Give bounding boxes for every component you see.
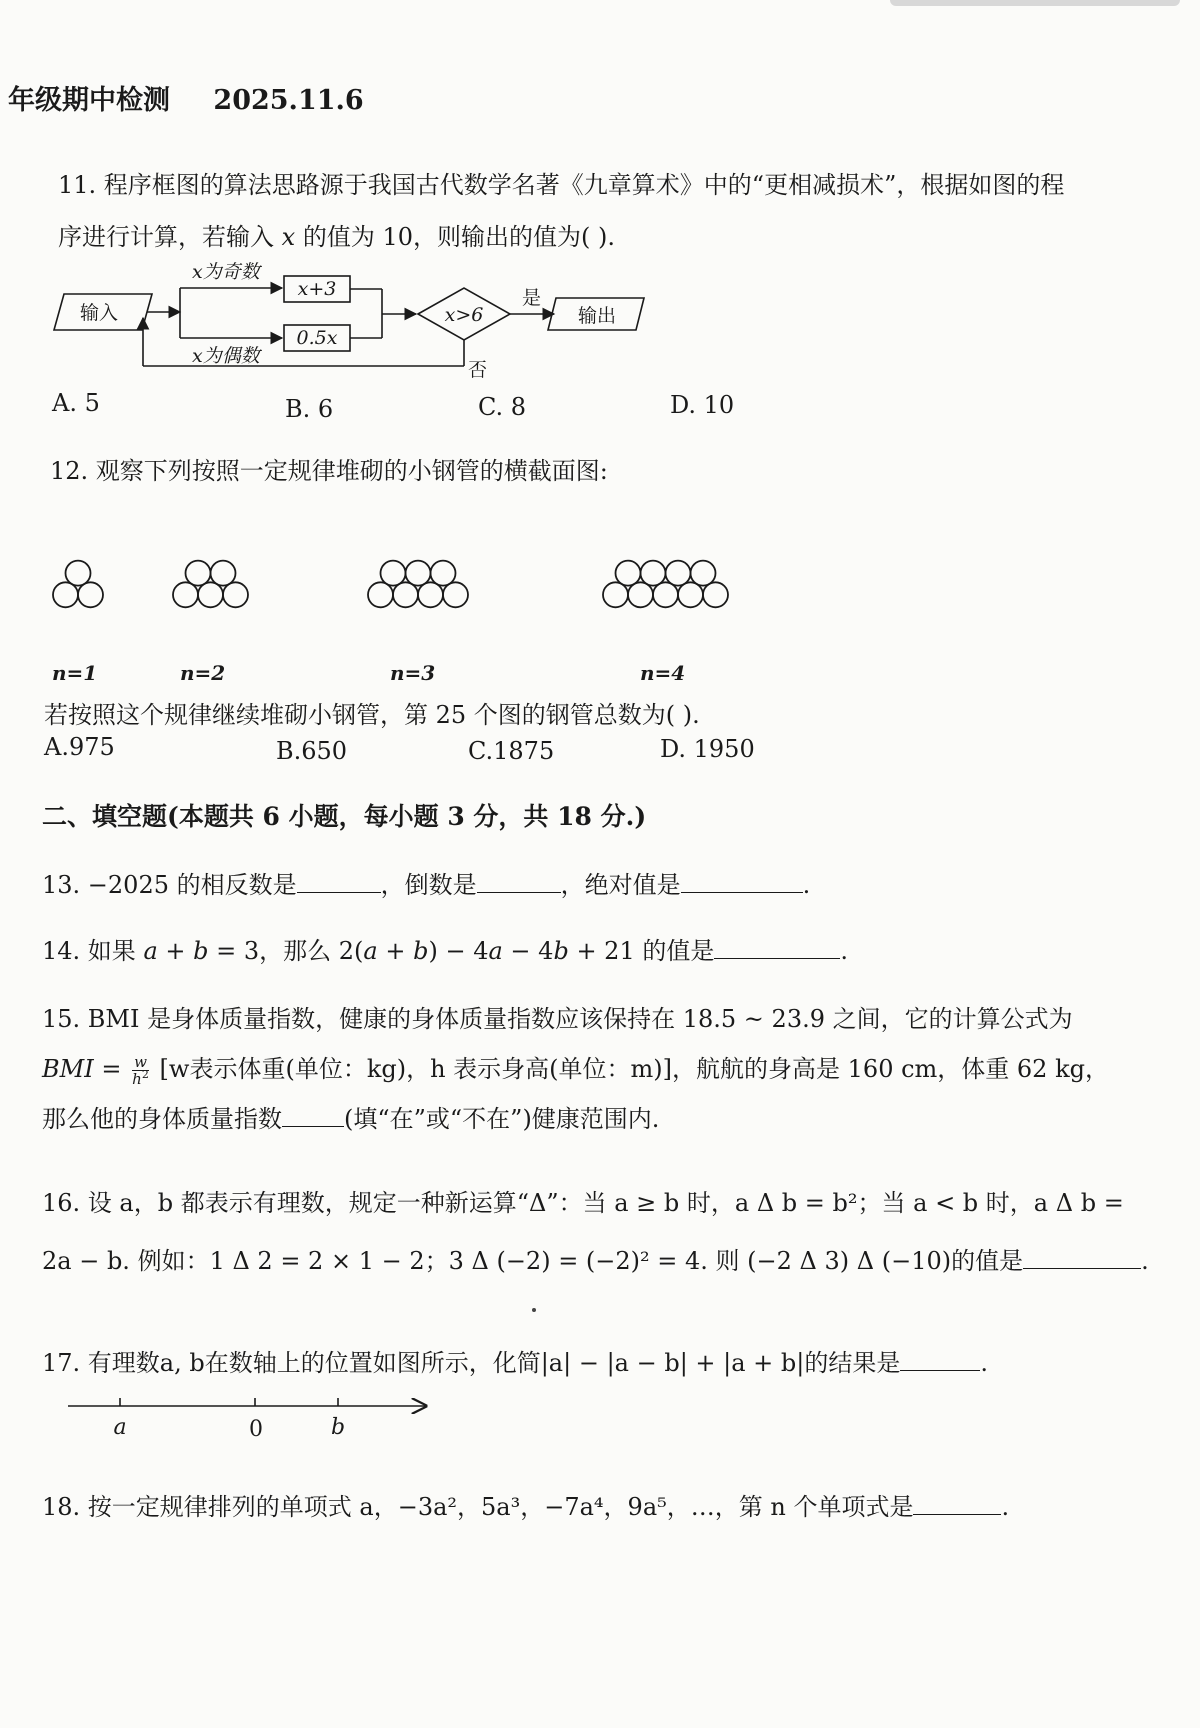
pipe-circle: [628, 582, 653, 607]
q12-label-n1: n=1: [52, 661, 98, 685]
q12-option-b: B.650: [276, 737, 348, 765]
axis-label-a: a: [113, 1415, 127, 1440]
q13-blank-2: [477, 870, 561, 893]
pipe-stack-n1: [48, 542, 108, 610]
q11-line2: 序进行计算，若输入 x 的值为 10，则输出的值为( ).: [58, 223, 615, 251]
pipe-circle: [173, 582, 198, 607]
axis-label-b: b: [330, 1415, 346, 1440]
q12-label-n4: n=4: [640, 661, 686, 685]
pipe-stack-n4: [598, 542, 733, 610]
q18-blank: [913, 1492, 1001, 1515]
q18-line: 18. 按一定规律排列的单项式 a，−3a²，5a³，−7a⁴，9a⁵，…，第 n 个单项式是 .: [42, 1493, 1010, 1521]
pipe-circle: [443, 582, 468, 607]
section-2-heading: 二、填空题(本题共 6 小题，每小题 3 分，共 18 分.): [42, 802, 647, 831]
flow-op-odd-label: x+3: [297, 278, 337, 300]
pipe-circle: [198, 582, 223, 607]
q15-line2: BMI = $\frac{w}{h^2}$ [w表示体重(单位：kg)，h 表示身高(单位：m)]，航航的身高是 160 cm，体重 62 kg，: [42, 1053, 1109, 1088]
q11-line1: 11. 程序框图的算法思路源于我国古代数学名著《九章算术》中的“更相减损术”，根据如图的程: [58, 171, 1065, 199]
q16-line2: 2a − b. 例如：1 Δ 2 = 2 × 1 − 2；3 Δ (−2) = (−2)² = 4. 则 (−2 Δ 3) Δ (−10)的值是 .: [42, 1247, 1149, 1275]
q11-option-a: A. 5: [52, 389, 100, 417]
flow-yes-label: 是: [522, 287, 542, 309]
flow-no-label: 否: [468, 359, 488, 378]
pipe-circle: [406, 560, 431, 585]
q12-label-n2: n=2: [180, 661, 226, 685]
pipe-circle: [665, 560, 690, 585]
q17-blank: [900, 1348, 980, 1371]
pipe-circle: [678, 582, 703, 607]
pipe-circle: [368, 582, 393, 607]
q15-blank: [282, 1104, 344, 1127]
q15-line3: 那么他的身体质量指数 (填“在”或“不在”)健康范围内.: [42, 1105, 660, 1133]
flow-op-even-label: 0.5x: [296, 327, 338, 349]
flow-input-label: 输入: [80, 302, 119, 324]
pipe-circle: [53, 582, 78, 607]
q13-blank-1: [297, 870, 381, 893]
pipe-circle: [690, 560, 715, 585]
q12-option-a: A.975: [44, 733, 115, 761]
q11-option-d: D. 10: [670, 391, 735, 419]
q11-option-b: B. 6: [285, 395, 334, 423]
flow-odd-label: x为奇数: [192, 261, 260, 283]
flow-even-label: x为偶数: [192, 345, 260, 367]
q17-number-line: [60, 1390, 440, 1450]
q12-line1: 12. 观察下列按照一定规律堆砌的小钢管的横截面图:: [50, 457, 608, 485]
pipe-circle: [603, 582, 628, 607]
q13-blank-3: [681, 870, 803, 893]
q14-line: 14. 如果 a + b = 3，那么 2(a + b) − 4a − 4b + 21 的值是 .: [42, 937, 848, 965]
pipe-circle: [66, 560, 91, 585]
pipe-circle: [431, 560, 456, 585]
pipe-stack-n2: [168, 542, 253, 610]
pipe-stack-n3: [363, 542, 473, 610]
flow-condition-label: x>6: [444, 304, 484, 326]
q12-option-c: C.1875: [468, 737, 555, 765]
scan-edge-bar: [890, 0, 1180, 6]
q12-label-n3: n=3: [390, 661, 436, 685]
pipe-circle: [393, 582, 418, 607]
scan-speck: [532, 1308, 536, 1312]
q11-option-c: C. 8: [478, 393, 527, 421]
pipe-circle: [703, 582, 728, 607]
pipe-circle: [210, 560, 235, 585]
q17-line: 17. 有理数a, b在数轴上的位置如图所示，化简|a| − |a − b| + |a + b|的结果是 .: [42, 1349, 989, 1377]
pipe-circle: [381, 560, 406, 585]
q15-line1: 15. BMI 是身体质量指数，健康的身体质量指数应该保持在 18.5 ~ 23.9 之间，它的计算公式为: [42, 1005, 1073, 1033]
flow-output-label: 输出: [578, 305, 617, 327]
pipe-circle: [223, 582, 248, 607]
pipe-circle: [185, 560, 210, 585]
exam-title: 年级期中检测 2025.11.6: [8, 85, 364, 116]
q14-blank: [714, 936, 840, 959]
q13-line: 13. −2025 的相反数是 ，倒数是 ，绝对值是 .: [42, 871, 811, 899]
pipe-circle: [418, 582, 443, 607]
q12-line2: 若按照这个规律继续堆砌小钢管，第 25 个图的钢管总数为( ).: [44, 701, 700, 729]
q16-blank: [1023, 1246, 1141, 1269]
pipe-circle: [615, 560, 640, 585]
pipe-circle: [640, 560, 665, 585]
bmi-fraction: $\frac{w}{h^2}$: [132, 1053, 149, 1088]
pipe-circle: [78, 582, 103, 607]
q12-option-d: D. 1950: [660, 735, 755, 763]
q16-line1: 16. 设 a，b 都表示有理数，规定一种新运算“Δ”：当 a ≥ b 时，a Δ b = b²；当 a < b 时，a Δ b =: [42, 1189, 1124, 1217]
exam-date: 2025.11.6: [213, 85, 364, 116]
q11-flowchart: [50, 258, 670, 378]
pipe-circle: [653, 582, 678, 607]
axis-label-0: 0: [249, 1417, 263, 1442]
